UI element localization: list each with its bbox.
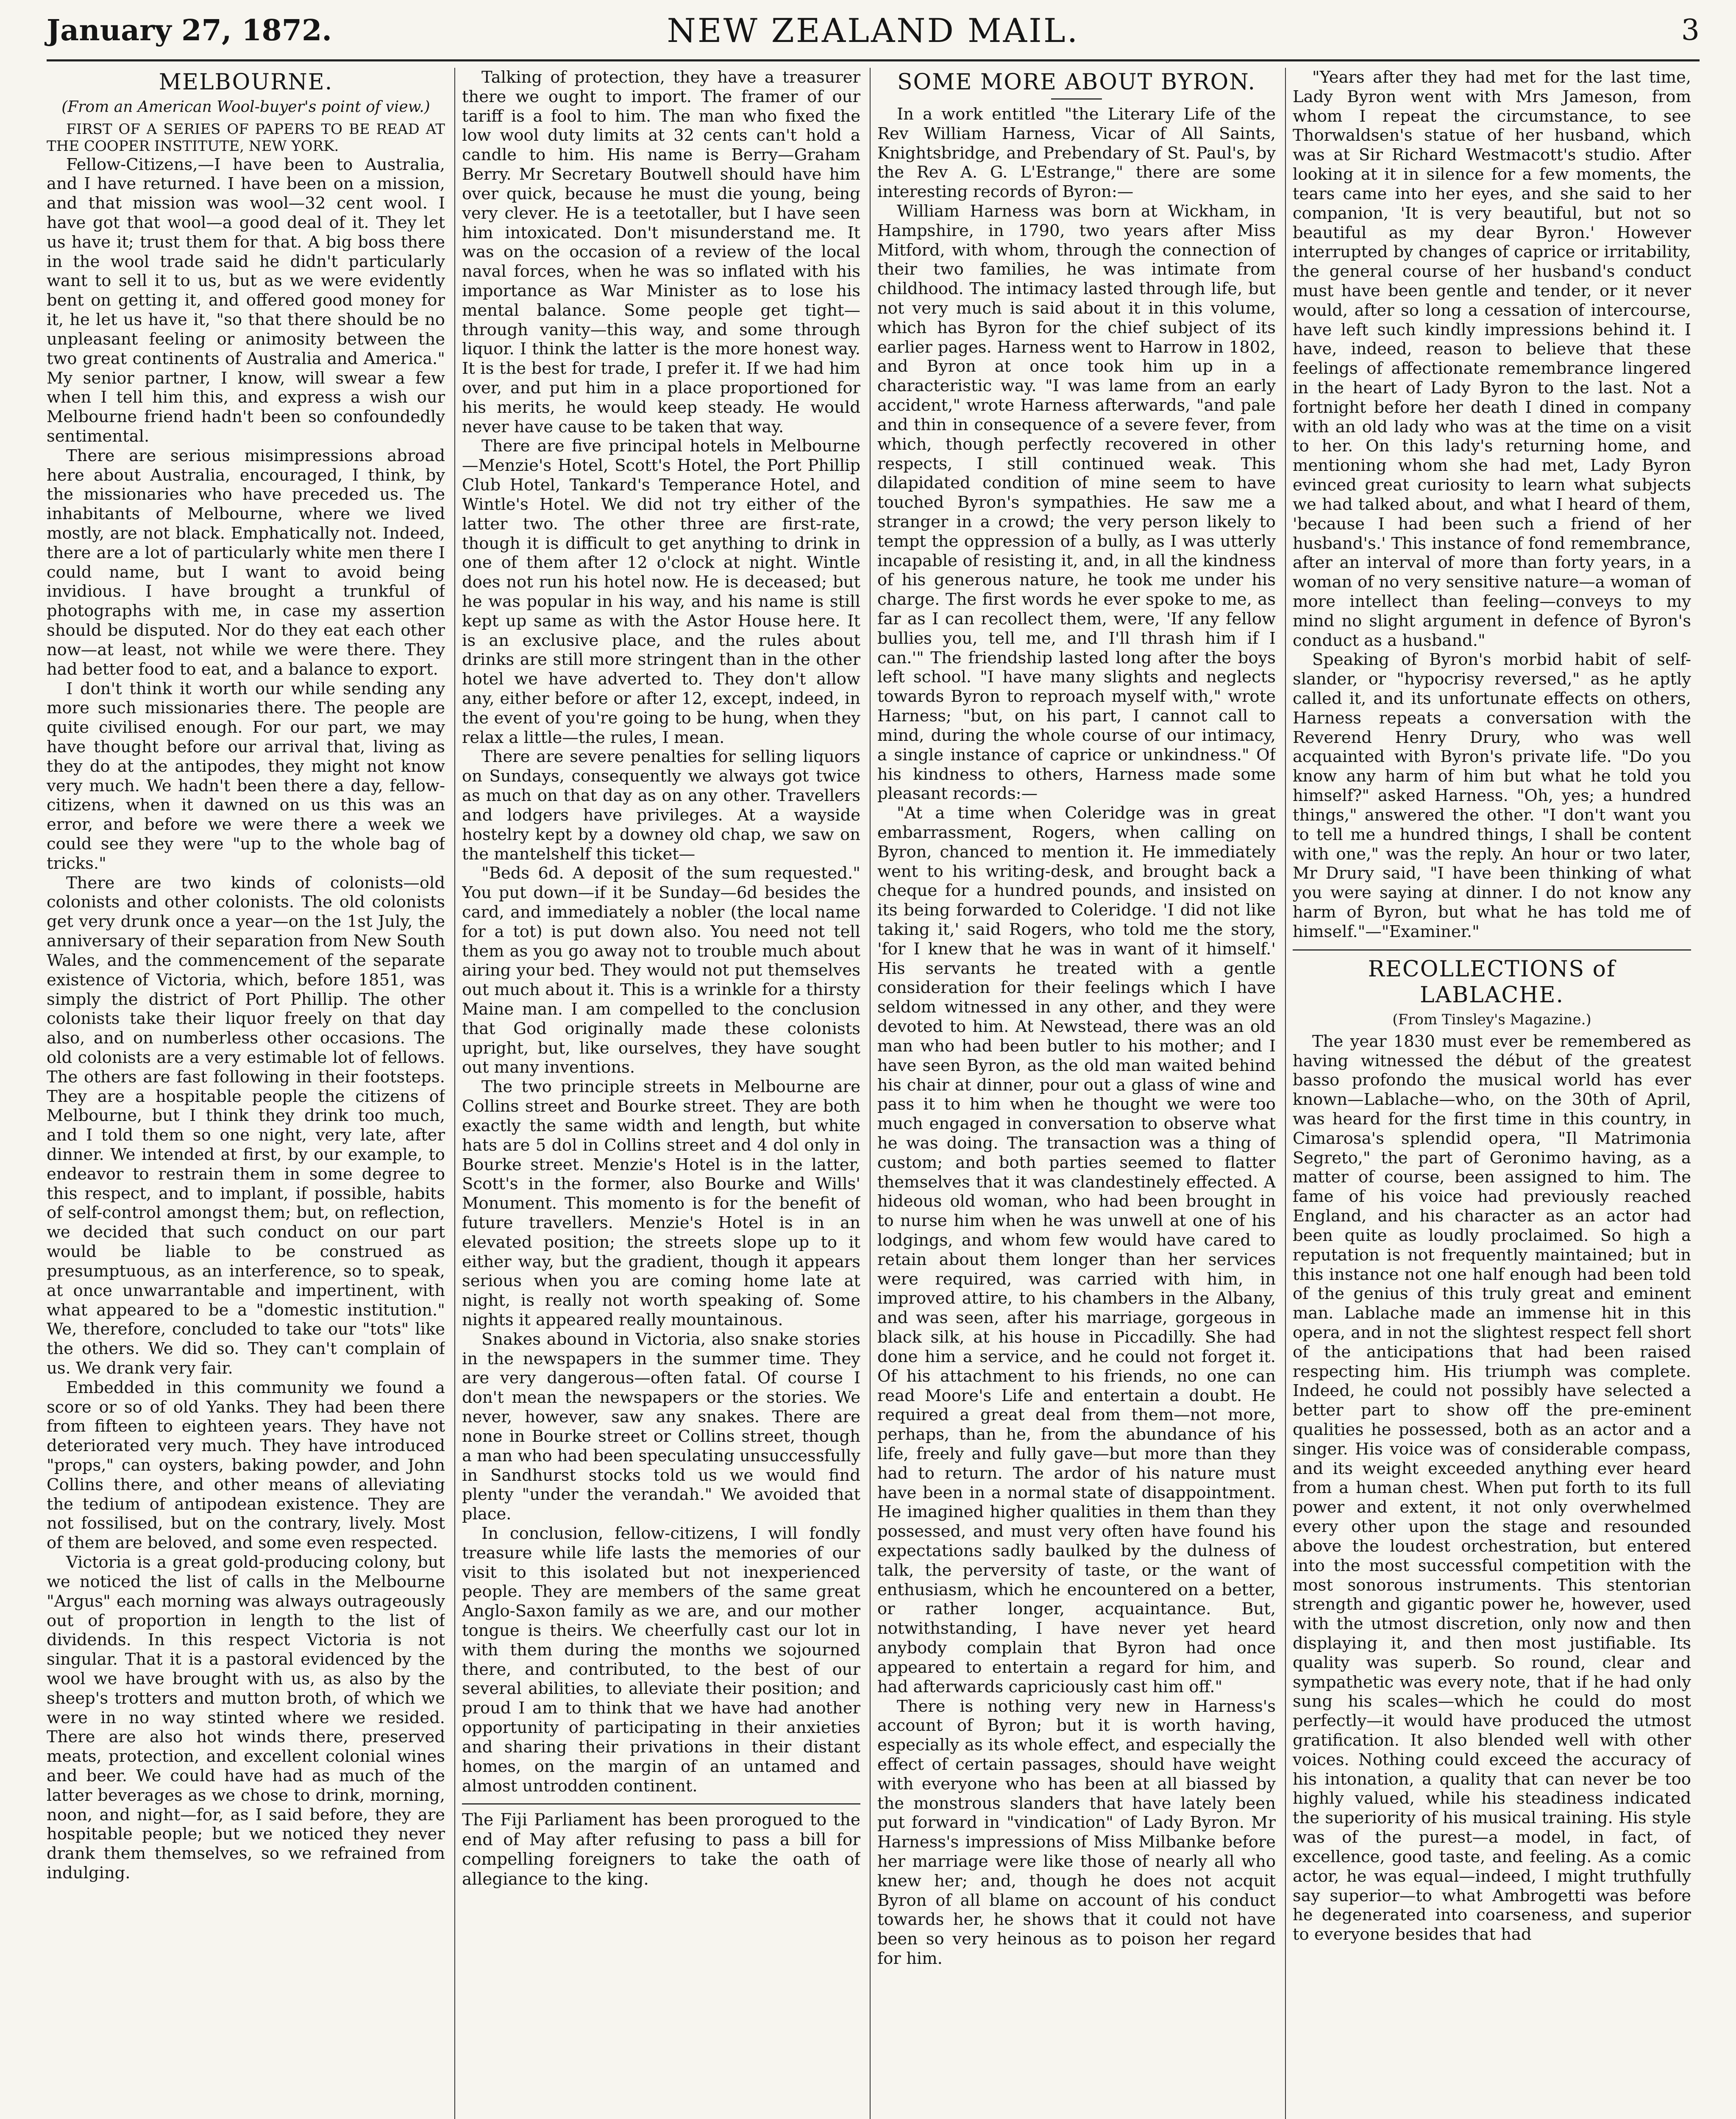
column-divider <box>870 68 871 2119</box>
melbourne-paragraph: In conclusion, fellow-citizens, I will fondly treasure while life lasts the memories of our visit to this isolated but not inexperienced people. They are members of the same great Anglo-Saxon family as we are, and our mother tongue is theirs. We cheerfully cast our lot in with them during the months we sojourned there, and contributed, to the best of our several abilities, to alleviate their position; and proud I am to think that we have had another opportunity of participating in their anxieties and sharing their privations in their distant homes, on the margin of an untamed and almost untrodden continent. <box>462 1524 860 1796</box>
melbourne-paragraph: Embedded in this community we found a score or so of old Yanks. They had been there from fifteen to eighteen years. They have not deteriorated very much. They have introduced "props," can oysters, baking powder, and John Collins there, and other means of alleviating the tedium of antipodean existence. They are not fossilised, but on the contrary, lively. Most of them are beloved, and some even respected. <box>47 1378 445 1553</box>
page-header <box>47 9 1700 56</box>
column-divider <box>1285 68 1286 2119</box>
column-3 <box>877 68 1276 2119</box>
byron-paragraph: "At a time when Coleridge was in great embarrassment, Rogers, when calling on Byron, chanced to mention it. He immediately went to his writing-desk, and brought back a cheque for a hundred pounds, and insisted on its being forwarded to Coleridge. 'I did not like taking it,' said Rogers, who told me the story, 'for I knew that he was in want of it himself.' His servants he treated with a gentle consideration for their feelings which I have seldom witnessed in any other, and they were devoted to him. At Newstead, there was an old man who had been butler to his mother; and I have seen Byron, as the old man waited behind his chair at dinner, pour out a glass of wine and pass it to him when he thought we were too much engaged in conversation to observe what he was doing. The transaction was a thing of custom; and both parties seemed to flatter themselves that it was clandestinely effected. A hideous old woman, who had been brought in to nurse him when he was unwell at one of his lodgings, and whom few would have cared to retain about them longer than her services were required, was carried with him, in improved attire, to his chambers in the Albany, and was seen, after his marriage, gorgeous in black silk, at his house in Piccadilly. She had done him a service, and he could not forget it. Of his attachment to his friends, no one can read Moore's Life and entertain a doubt. He required a great deal from them—not more, perhaps, than he, from the abundance of his life, freely and fully gave—but more than they had to return. The ardor of his nature must have been in a normal state of disappointment. He imagined higher qualities in them than they possessed, and must very often have found his expectations sadly baulked by the dulness of talk, the perversity of taste, or the want of enthusiasm, which he encountered on a better, or rather longer, acquaintance. But, notwithstanding, I have never yet heard anybody complain that Byron had once appeared to entertain a regard for him, and had afterwards capriciously cast him off." <box>877 804 1276 1696</box>
melbourne-paragraph: Fellow-Citizens,—I have been to Australia, and I have returned. I have been on a mission, and that mission was wool—32 cent wool. I have got that wool—a good deal of it. They let us have it; trust them for that. A big boss there in the wool trade said he didn't particularly want to sell it to us, but as we were evidently bent on getting it, and offered good money for it, he let us have it, "so that there should be no unpleasant feeling or animosity between the two great continents of Australia and America." My senior partner, I know, will swear a few when I tell him this, and express a wish our Melbourne friend hadn't been so confoundedly sentimental. <box>47 155 445 446</box>
fiji-note: The Fiji Parliament has been prorogued to the end of May after refusing to pass a bill for compelling foreigners to take the oath of allegiance to the king. <box>462 1810 860 1889</box>
lablache-title: RECOLLECTIONS of LABLACHE. <box>1368 956 1616 1008</box>
column-1 <box>47 68 445 2119</box>
melbourne-paragraph: There are two kinds of colonists—old colonists and other colonists. The old colonists get very drunk once a year—on the 1st July, the anniversary of their separation from New South Wales, and the commencement of the separate existence of Victoria, which, before 1851, was simply the district of Port Phillip. The other colonists take their liquor freely on that day also, and on numberless other occasions. The old colonists are a very estimable lot of fellows. The others are fast following in their footsteps. They are a hospitable people the citizens of Melbourne, but I think they drink too much, and I told them so one night, very late, after dinner. We intended at first, by our example, to endeavor to restrain them in some degree to this respect, and to implant, if possible, habits of self-control amongst them; but, on reflection, we decided that such conduct on our part would be liable to be construed as presumptuous, as an interference, so to speak, at once unwarrantable and impertinent, with what appeared to be a "domestic institution." We, therefore, concluded to take our "tots" like the others. We did so. They can't complain of us. We drank very fair. <box>47 873 445 1378</box>
melbourne-paragraph: There are five principal hotels in Melbourne—Menzie's Hotel, Scott's Hotel, the Port Phillip Club Hotel, Tankard's Temperance Hotel, and Wintle's Hotel. We did not try either of the latter two. The other three are first-rate, though it is difficult to get anything to drink in one of them after 12 o'clock at night. Wintle does not run his hotel now. He is deceased; but he was popular in his way, and his name is still kept up same as with the Astor House here. It is an exclusive place, and the rules about drinks are still more stringent than in the other hotel we have adverted to. They don't allow any, either before or after 12, except, indeed, in the event of you're going to be hung, when they relax a little—the rules, I mean. <box>462 437 860 747</box>
column-divider <box>454 68 455 2119</box>
title-ornament <box>1051 98 1102 100</box>
byron-paragraph: "Years after they had met for the last time, Lady Byron went with Mrs Jameson, from whom I repeat the circumstance, to see Thorwaldsen's statue of her husband, which was at Sir Richard Westmacott's studio. After looking at it in silence for a few moments, the tears came into her eyes, and she said to her companion, 'It is very beautiful, but not so beautiful as my dear Byron.' However interrupted by changes of caprice or irritability, the general course of her husband's conduct must have been gentle and tender, or it never would, after so long a cessation of intercourse, have left such kindly impressions behind it. I have, indeed, reason to believe that these feelings of affectionate remembrance lingered in the heart of Lady Byron to the last. Not a fortnight before her death I dined in company with an old lady who was at the time on a visit to her. On this lady's returning home, and mentioning whom she had met, Lady Byron evinced great curiosity to learn what subjects we had talked about, and what I heard of them, 'because I had been such a friend of her husband's.' This instance of fond remembrance, after an interval of more than forty years, in a woman of no very sensitive nature—a woman of more intellect than feeling—conveys to my mind no slight argument in defence of Byron's conduct as a husband." <box>1293 68 1691 650</box>
melbourne-paragraph: "Beds 6d. A deposit of the sum requested." You put down—if it be Sunday—6d besides the card, and immediately a nobler (the local name for a tot) is put down also. You need not tell them as you go away not to trouble much about airing your bed. They would not put themselves out much about it. This is a wrinkle for a thirsty Maine man. I am compelled to the conclusion that God originally made these colonists upright, but, like ourselves, they have sought out many inventions. <box>462 864 860 1077</box>
melbourne-paragraph: There are serious misimpressions abroad here about Australia, encouraged, I think, by the missionaries who have preceded us. The inhabitants of Melbourne, where we lived mostly, are not black. Emphatically not. Indeed, there are a lot of particularly white men there I could name, but I want to avoid being invidious. I have brought a trunkful of photographs with me, in case my assertion should be disputed. Nor do they eat each other now—at least, not while we were there. They had better food to eat, and a balance to export. <box>47 446 445 679</box>
column-2 <box>462 68 860 2119</box>
header-rule <box>47 59 1700 61</box>
byron-paragraph: There is nothing very new in Harness's account of Byron; but it is worth having, especially as its whole effect, and especially the effect of certain passages, should have weight with everyone who has been at all biassed by the monstrous slanders that have lately been put forward in "vindication" of Lady Byron. Mr Harness's impressions of Miss Milbanke before her marriage were like those of nearly all who knew her; and, though he does not acquit Byron of all blame on account of his conduct towards her, he shows that it could not have been so very heinous as to poison her regard for him. <box>877 1696 1276 1969</box>
melbourne-title: MELBOURNE. <box>159 70 333 95</box>
byron-paragraph: In a work entitled "the Literary Life of the Rev William Harness, Vicar of All Saints, Knightsbridge, and Prebendary of St. Paul's, by the Rev A. G. L'Estrange," there are some interesting records of Byron:— <box>877 104 1276 202</box>
melbourne-paragraph: Snakes abound in Victoria, also snake stories in the newspapers in the summer time. They are very dangerous—often fatal. Of course I don't mean the newspapers or the stories. We never, however, saw any snakes. There are none in Bourke street or Collins street, though a man who had been speculating unsuccessfully in Sandhurst stocks told us we would find plenty "under the verandah." We avoided that place. <box>462 1329 860 1524</box>
byron-paragraph: William Harness was born at Wickham, in Hampshire, in 1790, two years after Miss Mitford, with whom, through the connection of their two families, he was intimate from childhood. The intimacy lasted through life, but not very much is said about it in this volume, which has Byron for the chief subject of its earlier pages. Harness went to Harrow in 1802, and Byron at once took him up in a characteristic way. "I was lame from an early accident," wrote Harness afterwards, "and pale and thin in consequence of a severe fever, from which, though perfectly recovered in other respects, I still continued weak. This dilapidated condition of mine seem to have touched Byron's sympathies. He saw me a stranger in a crowd; the very person likely to tempt the oppression of a bully, as I was utterly incapable of resisting it, and, in all the kindness of his generous nature, he took me under his charge. The first words he ever spoke to me, as far as I can recollect them, were, 'If any fellow bullies you, tell me, and I'll thrash him if I can.'" The friendship lasted long after the boys left school. "I have many slights and neglects towards Byron to reproach myself with," wrote Harness; "but, on his part, I cannot call to mind, during the whole course of our intimacy, a single instance of caprice or unkindness." Of his kindness to others, Harness made some pleasant records:— <box>877 201 1276 804</box>
melbourne-paragraph: I don't think it worth our while sending any more such missionaries there. The people are quite civilised enough. For our part, we may have thought before our arrival that, living as they do at the antipodes, they might not know very much. We hadn't been there a day, fellow-citizens, when it dawned on us this was an error, and before we were there a week we could see they were "up to the whole bag of tricks." <box>47 679 445 873</box>
byron-paragraph: Speaking of Byron's morbid habit of self-slander, or "hypocrisy reversed," as he aptly called it, and its unfortunate effects on others, Harness repeats a conversation with the Reverend Henry Drury, who was well acquainted with Byron's private life. "Do you know any harm of him but what he told you himself?" asked Harness. "Oh, yes; a hundred things," answered the other. "I don't want you to tell me a hundred things, I shall be content with one," was the reply. An hour or two later, Mr Drury said, "I have been thinking of what you were saying at dinner. I do not know any harm of Byron, but what he has told me of himself."—"Examiner." <box>1293 650 1691 941</box>
lablache-paragraph: The year 1830 must ever be remembered as having witnessed the début of the greatest basso profondo the musical world has ever known—Lablache—who, on the 30th of April, was heard for the first time in this country, in Cimarosa's splendid opera, "Il Matrimonia Segreto," the part of Geronimo having, as a matter of course, been assigned to him. The fame of his voice had previously reached England, and his character as an actor had been quite as loudly proclaimed. So high a reputation is not frequently maintained; but in this instance not one half enough had been told of the genius of this truly great and eminent man. Lablache made an immense hit in this opera, and in not the slightest respect fell short of the anticipations that had been raised respecting him. His triumph was complete. Indeed, he could not possibly have selected a better part to show off the pre-eminent qualities he possessed, both as an actor and a singer. His voice was of considerable compass, and its weight exceeded anything ever heard from a human chest. When put forth to its full power and extent, it not only overwhelmed every other upon the stage and resounded above the loudest orchestration, but entered into the most successful competition with the most sonorous instruments. This stentorian strength and gigantic power he, however, used with the utmost discretion, only now and then displaying it, and then most justifiable. Its quality was superb. So round, clear and sympathetic was every note, that if he had only sung his scales—which he could do most perfectly—it would have produced the utmost gratification. It also blended well with other voices. Nothing could exceed the accuracy of his intonation, a quality that can never be too highly valued, while his steadiness indicated the superiority of his musical training. His style was of the purest—a model, in fact, of excellence, good taste, and feeling. As a comic actor, he was equal—indeed, I might truthfully say superior—to what Ambrogetti was before he degenerated into coarseness, and superior to everyone besides that had <box>1293 1032 1691 1944</box>
column-4 <box>1293 68 1691 2119</box>
masthead: NEW ZEALAND MAIL. <box>667 12 1079 50</box>
byron-title: SOME MORE ABOUT BYRON. <box>897 70 1256 95</box>
melbourne-paragraph: Victoria is a great gold-producing colony, but we noticed the list of calls in the Melbourne "Argus" each morning was always outrageously out of proportion in length to the list of dividends. In this respect Victoria is not singular. That it is a pastoral evidenced by the wool we have brought with us, as also by the sheep's trotters and mutton broth, of which we were in no way stinted where we resided. There are also hot winds there, preserved meats, protection, and excellent colonial wines and beer. We could have had as much of the latter beverages as we chose to drink, morning, noon, and night—for, as I said before, they are hospitable people; but we noticed they never drank them themselves, so we refrained from indulging. <box>47 1553 445 1883</box>
melbourne-paragraph: The two principle streets in Melbourne are Collins street and Bourke street. They are both exactly the same width and length, but white hats are 5 dol in Collins street and 4 dol only in Bourke street. Menzie's Hotel is in the latter, Scott's in the former, also Bourke and Wills' Monument. This momento is for the benefit of future travellers. Menzie's Hotel is in an elevated position; the streets slope up to it either way, but the gradient, though it appears serious when you are coming home late at night, is really not worth speaking of. Some nights it appeared really mountainous. <box>462 1077 860 1329</box>
lablache-source: (From Tinsley's Magazine.) <box>1392 1011 1591 1029</box>
page-number: 3 <box>1681 14 1700 47</box>
section-rule <box>462 1803 860 1805</box>
melbourne-series-note: FIRST OF A SERIES OF PAPERS TO BE READ AT THE COOPER INSTITUTE, NEW YORK. <box>47 120 445 155</box>
melbourne-subtitle: (From an American Wool-buyer's point of view.) <box>61 98 430 116</box>
melbourne-paragraph: There are severe penalties for selling liquors on Sundays, consequently we always got twice as much on that day as on any other. Travellers and lodgers have privileges. At a wayside hostelry kept by a downey old chap, we saw on the mantelshelf this ticket— <box>462 747 860 864</box>
section-rule <box>1293 949 1691 951</box>
issue-date: January 27, 1872. <box>47 14 332 47</box>
melbourne-paragraph: Talking of protection, they have a treasurer there we ought to import. The framer of our tariff is a fool to him. The man who fixed the low wool duty limits at 32 cents can't hold a candle to him. His name is Berry—Graham Berry. Mr Secretary Boutwell should have him over quick, because he must die young, being very clever. He is a teetotaller, but I have seen him intoxicated. Don't misunderstand me. It was on the occasion of a review of the local naval forces, when he was so inflated with his importance as War Minister as to lose his mental balance. Some people get tight—through vanity—this way, and some through liquor. I think the latter is the more honest way. It is the best for trade, I prefer it. If we had him over, and put him in a place proportioned for his merits, he would keep steady. He would never have cause to be taken that way. <box>462 68 860 437</box>
